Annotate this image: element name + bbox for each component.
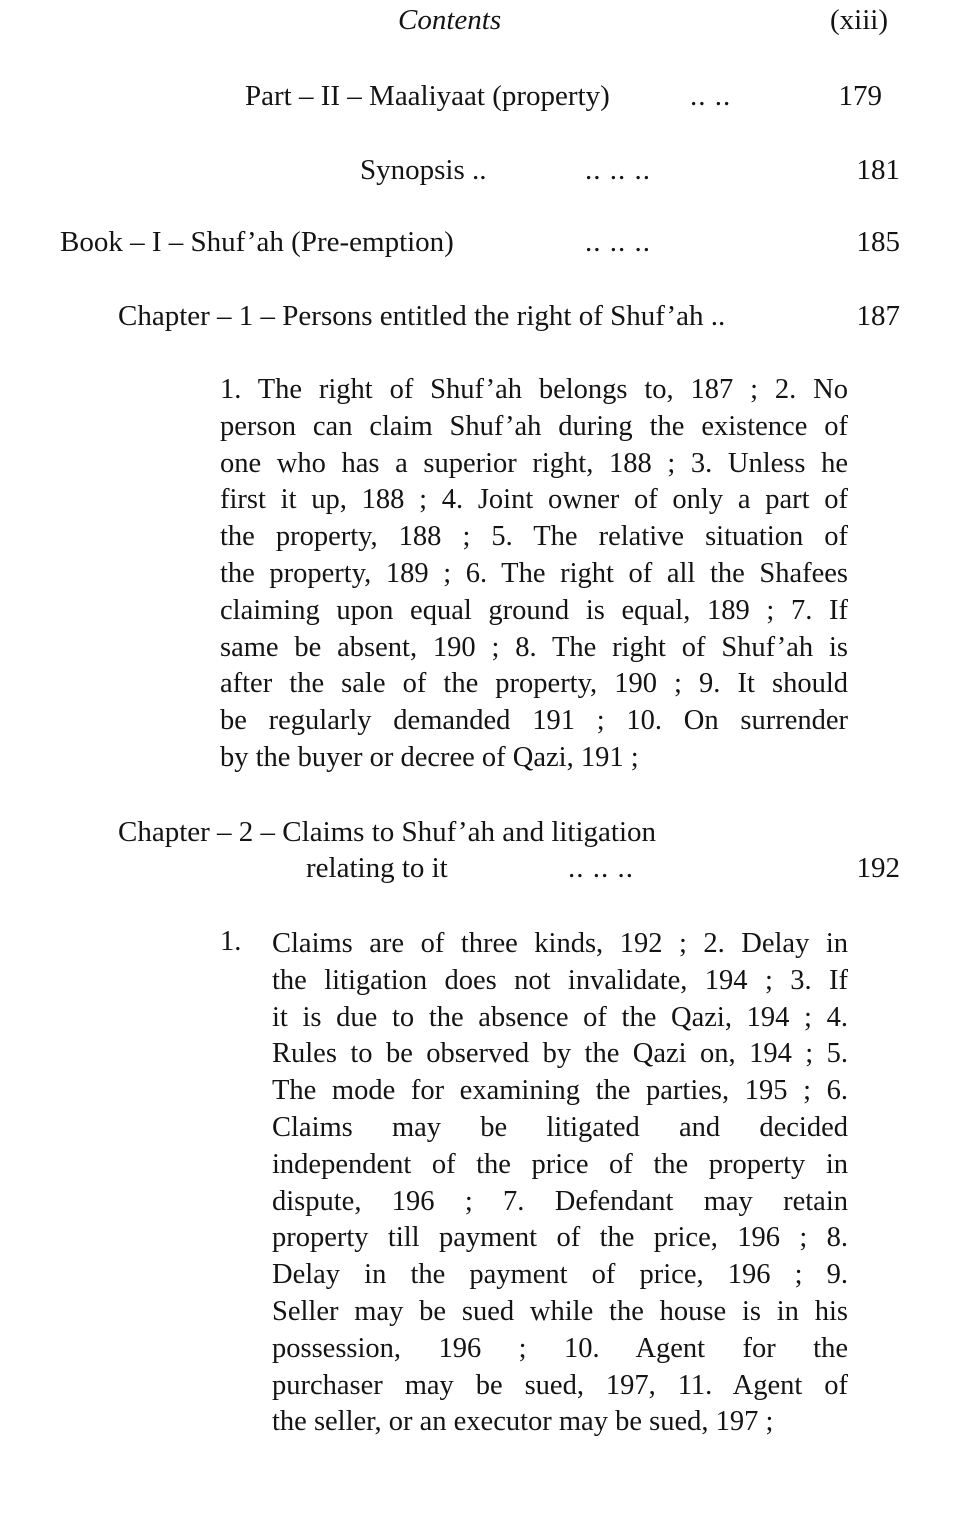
toc-entry-chapter2-label-cont: relating to it [306, 852, 448, 884]
toc-entry-chapter2-page: 192 [856, 852, 900, 884]
toc-entry-part2-page: 179 [838, 80, 882, 112]
summary-line: 1. The right of Shuf’ah belongs to, 187 ; 2. No [220, 374, 848, 405]
toc-entry-synopsis-page: 181 [856, 154, 900, 186]
summary-line: dispute, 196 ; 7. Defendant may retain [272, 1185, 848, 1217]
toc-entry-chapter2-leader: .. .. .. [568, 852, 634, 884]
summary-line: purchaser may be sued, 197, 11. Agent of [272, 1369, 848, 1401]
toc-entry-part2-label: Part – II – Maaliyaat (property) [245, 80, 610, 112]
summary-line: the litigation does not invalidate, 194 ; 3. If [272, 964, 848, 996]
summary-line: Claims are of three kinds, 192 ; 2. Delay in [272, 928, 848, 959]
summary-line: same be absent, 190 ; 8. The right of Shuf’ah is [220, 631, 848, 663]
chapter2-summary-number: 1. [220, 926, 242, 957]
summary-line: by the buyer or decree of Qazi, 191 ; [220, 741, 639, 773]
summary-line: The mode for examining the parties, 195 ; 6. [272, 1075, 848, 1107]
summary-line: after the sale of the property, 190 ; 9. It should [220, 668, 848, 700]
summary-line: claiming upon equal ground is equal, 189 ; 7. If [220, 594, 848, 626]
toc-entry-synopsis-label: Synopsis .. [360, 154, 487, 186]
summary-line: Delay in the payment of price, 196 ; 9. [272, 1259, 848, 1291]
chapter2-summary [272, 926, 848, 1441]
summary-line: Rules to be observed by the Qazi on, 194 ; 5. [272, 1038, 848, 1070]
toc-entry-book1-page: 185 [856, 226, 900, 258]
summary-line: property till payment of the price, 196 ; 8. [272, 1222, 848, 1254]
toc-entry-chapter2-label: Chapter – 2 – Claims to Shuf’ah and litigation [118, 816, 657, 848]
summary-line: possession, 196 ; 10. Agent for the [272, 1332, 848, 1364]
toc-entry-book1-leader: .. .. .. [585, 226, 651, 258]
chapter1-summary [220, 372, 848, 777]
summary-line: Seller may be sued while the house is in his [272, 1295, 848, 1327]
summary-line: first it up, 188 ; 4. Joint owner of only a part of [220, 484, 848, 516]
toc-entry-book1-label: Book – I – Shuf’ah (Pre-emption) [60, 226, 454, 258]
summary-line: it is due to the absence of the Qazi, 194 ; 4. [272, 1001, 848, 1033]
summary-line: independent of the price of the property in [272, 1148, 848, 1180]
summary-line: the seller, or an executor may be sued, 197 ; [272, 1406, 774, 1438]
summary-line: the property, 189 ; 6. The right of all the Shafees [220, 557, 848, 589]
toc-entry-chapter1-label: Chapter – 1 – Persons entitled the right of Shuf’ah .. [118, 300, 726, 332]
page-header-numeral: (xiii) [830, 4, 888, 36]
toc-entry-synopsis-leader: .. .. .. [585, 154, 651, 186]
summary-line: the property, 188 ; 5. The relative situation of [220, 521, 848, 553]
toc-entry-chapter1-page: 187 [856, 300, 900, 332]
summary-line: be regularly demanded 191 ; 10. On surrender [220, 705, 848, 737]
toc-entry-part2-leader: .. .. [690, 80, 732, 112]
summary-line: Claims may be litigated and decided [272, 1111, 848, 1143]
summary-line: person can claim Shuf’ah during the existence of [220, 410, 848, 442]
page-header-title: Contents [398, 4, 502, 36]
summary-line: one who has a superior right, 188 ; 3. Unless he [220, 447, 848, 479]
